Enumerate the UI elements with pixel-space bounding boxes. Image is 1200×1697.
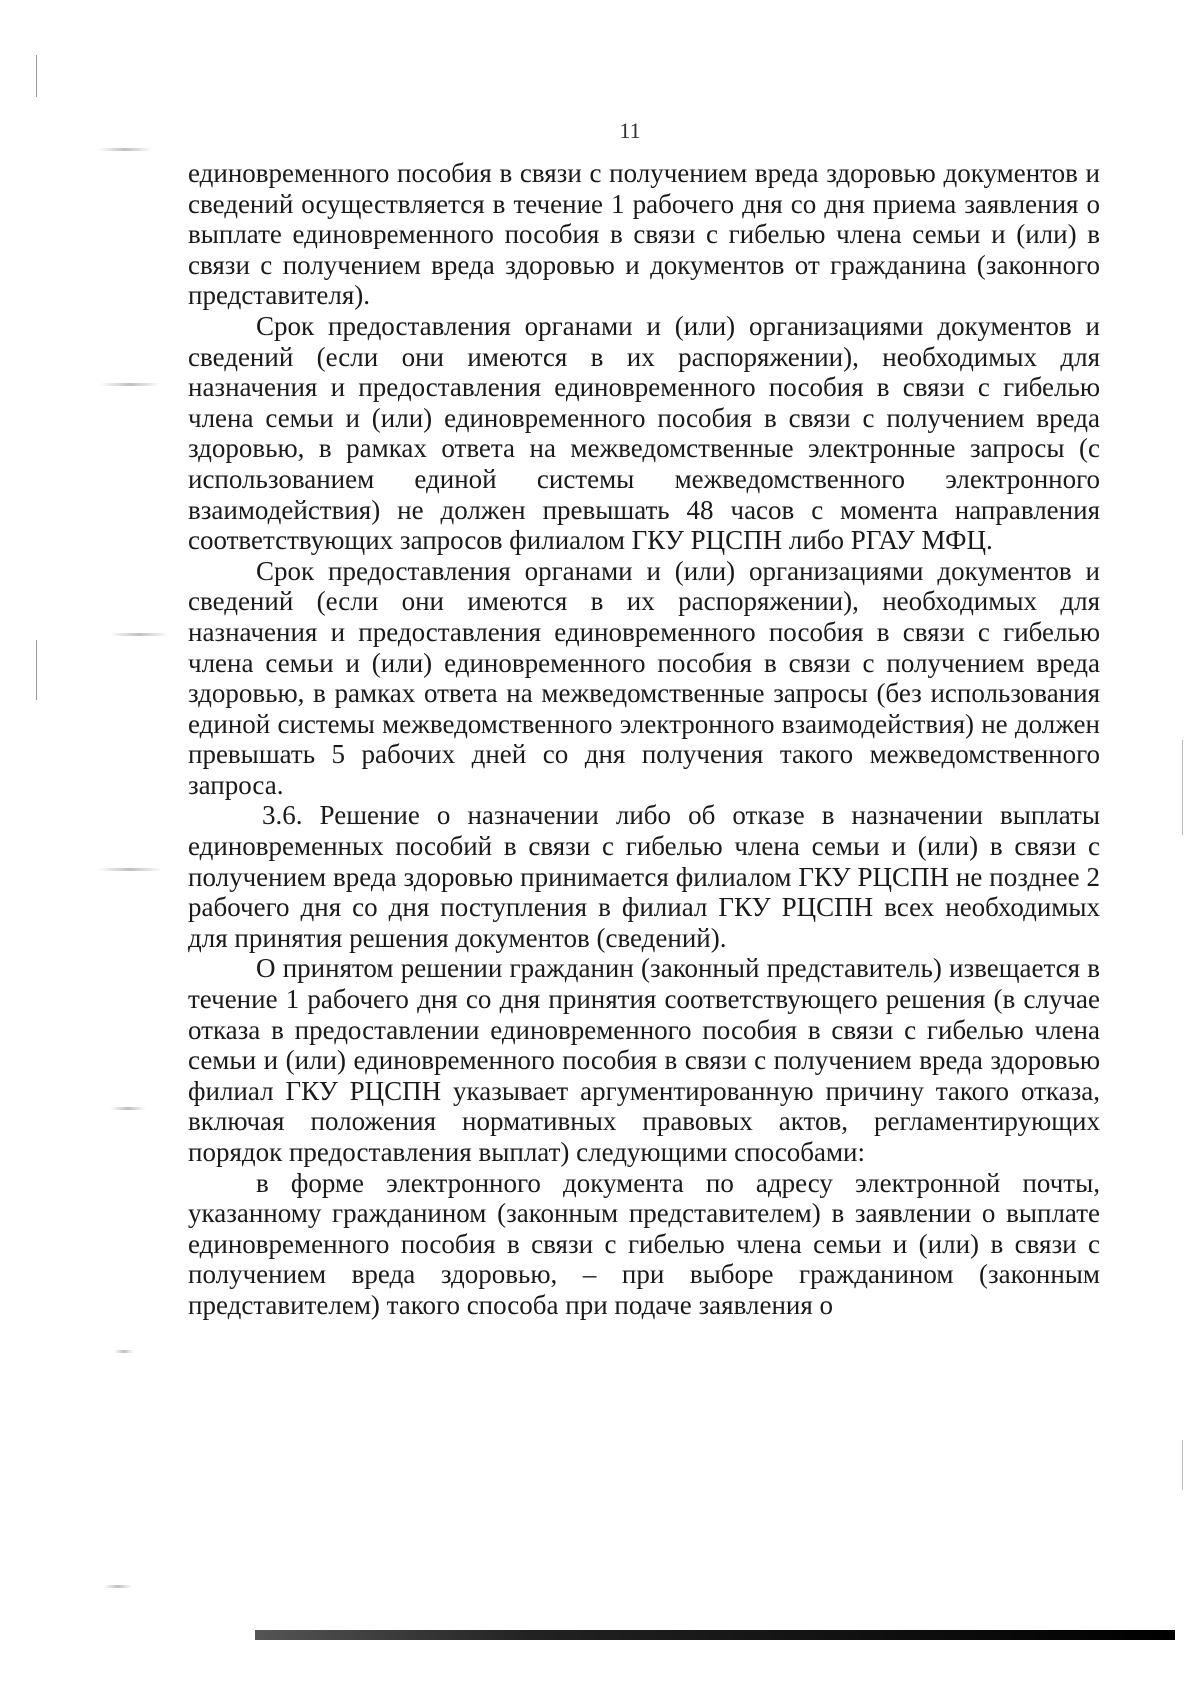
scan-edge-line xyxy=(1182,740,1183,835)
bottom-scan-bar xyxy=(255,1630,1175,1640)
scan-edge-line xyxy=(1182,1440,1183,1490)
document-body xyxy=(188,158,1100,1321)
paragraph: единовременного пособия в связи с получением вреда здоровью документов и сведений осуществляется в течение 1 рабочего дня со дня приема заявления о выплате единовременного пособия в связи с гибелью члена семьи и (или) в связи с получением вреда здоровью и документов от гражданина (законного представителя). xyxy=(188,158,1100,311)
paragraph: Срок предоставления органами и (или) организациями документов и сведений (если они имеются в их распоряжении), необходимых для назначения и предоставления единовременного пособия в связи с гибелью члена семьи и (или) единовременного пособия в связи с получением вреда здоровью, в рамках ответа на межведомственные запросы (без использования единой системы межведомственного электронного взаимодействия) не должен превышать 5 рабочих дней со дня получения такого межведомственного запроса. xyxy=(188,555,1100,800)
scan-mark xyxy=(98,868,162,871)
scan-mark xyxy=(114,1350,134,1353)
scan-mark xyxy=(104,1585,132,1588)
scan-mark xyxy=(100,383,160,386)
paragraph: 3.6. Решение о назначении либо об отказе в назначении выплаты единовременных пособий в связи с гибелью члена семьи и (или) в связи с получением вреда здоровью принимается филиалом ГКУ РЦСПН не позднее 2 рабочего дня со дня поступления в филиал ГКУ РЦСПН всех необходимых для принятия решения документов (сведений). xyxy=(188,800,1100,953)
scan-edge-line xyxy=(36,640,37,700)
paragraph: Срок предоставления органами и (или) организациями документов и сведений (если они имеются в их распоряжении), необходимых для назначения и предоставления единовременного пособия в связи с гибелью члена семьи и (или) единовременного пособия в связи с получением вреда здоровью, в рамках ответа на межведомственные электронные запросы (с использованием единой системы межведомственного электронного взаимодействия) не должен превышать 48 часов с момента направления соответствующих запросов филиалом ГКУ РЦСПН либо РГАУ МФЦ. xyxy=(188,310,1100,556)
scan-mark xyxy=(98,148,152,151)
paragraph: в форме электронного документа по адресу электронной почты, указанному гражданином (законным представителем) в заявлении о выплате единовременного пособия в связи с гибелью члена семьи и (или) в связи с получением вреда здоровью, – при выборе гражданином (законным представителем) такого способа при подаче заявления о xyxy=(188,1167,1100,1320)
paragraph: О принятом решении гражданин (законный представитель) извещается в течение 1 рабочего дня со дня принятия соответствующего решения (в случае отказа в предоставлении единовременного пособия в связи с гибелью члена семьи и (или) единовременного пособия в связи с получением вреда здоровью филиал ГКУ РЦСПН указывает аргументированную причину такого отказа, включая положения нормативных правовых актов, регламентирующих порядок предоставления выплат) следующими способами: xyxy=(188,953,1100,1167)
scan-mark xyxy=(110,1107,146,1110)
scan-mark xyxy=(110,633,168,636)
page-number: 11 xyxy=(619,118,641,143)
scan-edge-line xyxy=(36,55,37,97)
